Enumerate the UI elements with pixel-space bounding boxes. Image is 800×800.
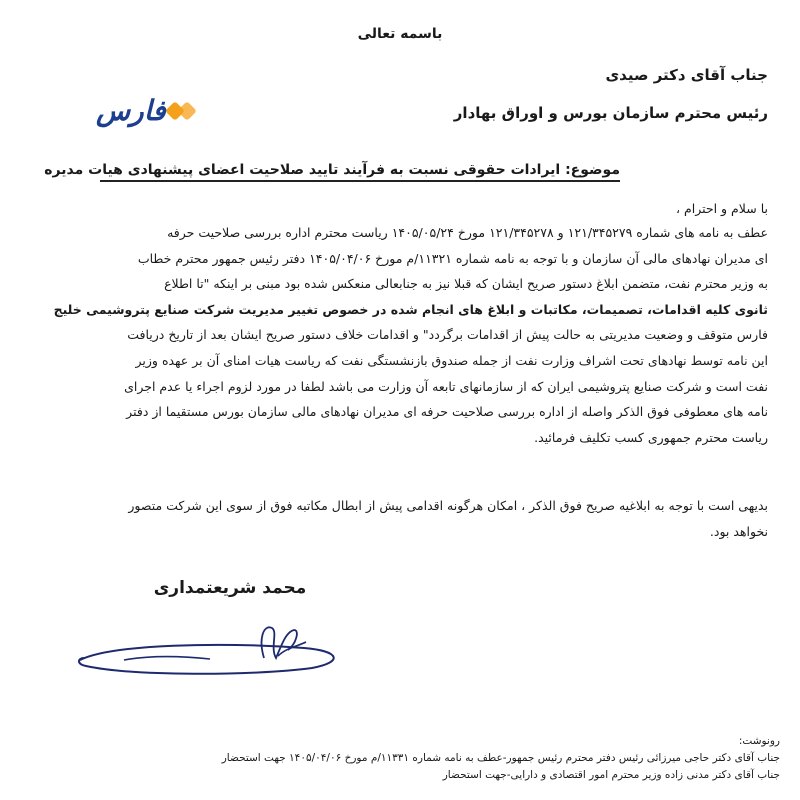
signer-name: محمد شریعتمداری [153, 578, 307, 598]
paragraph-line: نامه های معطوفی فوق الذکر واصله از اداره بررسی صلاحیت حرفه ای مدیران نهادهای مالی سازمان بورس مستقیما از دفتر [126, 404, 768, 420]
signature-icon [72, 618, 372, 698]
cc-line: جناب آقای دکتر مدنی زاده وزیر محترم امور اقتصادی و دارایی-جهت استحضار [442, 769, 780, 781]
paragraph-line: نفت است و شرکت صنایع پتروشیمی ایران که از سازمانهای تابعه آن وزارت می باشد لطفا در مورد لزوم اجراء یا عدم اجرای [124, 378, 768, 394]
cc-title: رونوشت: [738, 735, 780, 747]
cc-line: جناب آقای دکتر حاجی میرزائی رئیس دفتر محترم رئیس جمهور-عطف به نامه شماره ۱۱۳۳۱/م مورخ ۱۴۰۵/۰۴/۰۶ جهت استحضار [221, 752, 780, 764]
fars-logo [96, 92, 208, 132]
paragraph-line-bold: ثانوی کلیه اقدامات، تصمیمات، مکاتبات و ابلاغ های انجام شده در خصوص تغییر مدیریت شرکت صنایع پتروشیمی خلیج [53, 301, 768, 317]
letter-greeting: با سلام و احترام ، [675, 201, 768, 216]
addressee-title: رئیس محترم سازمان بورس و اوراق بهادار [453, 104, 768, 122]
fars-logo-icon [166, 94, 202, 128]
letter-paragraph-1 [26, 220, 768, 450]
letter-subject: موضوع: ایرادات حقوقی نسبت به فرآیند تایید صلاحیت اعضای پیشنهادی هیات مدیره [100, 162, 620, 182]
letter-paragraph-2 [26, 493, 768, 544]
paragraph-line: ای مدیران نهادهای مالی آن سازمان و با توجه به نامه شماره ۱۱۳۲۱/م مورخ ۱۴۰۵/۰۴/۰۶ دفتر رئیس جمهور محترم خطاب [137, 250, 768, 266]
paragraph-line: این نامه توسط نهادهای تحت اشراف وزارت نفت از جمله صندوق بازنشستگی نفت که ریاست هیات امنای آن بر عهده وزیر [135, 352, 768, 368]
fars-logo-text: فارس [96, 94, 166, 127]
paragraph-line: فارس متوقف و وضعیت مدیریتی به حالت پیش از اقدامات برگردد" و اقدامات خلاف دستور صریح ایشان بعد از تاریخ دریافت [127, 327, 768, 343]
paragraph-line: به وزیر محترم نفت، متضمن ابلاغ دستور صریح ایشان که قبلا نیز به جنابعالی منعکس شده بود مبنی بر اینکه "تا اطلاع [164, 276, 768, 292]
bismillah-heading: باسمه تعالی [357, 26, 443, 42]
paragraph-line: ریاست محترم جمهوری کسب تکلیف فرمائید. [534, 429, 768, 445]
addressee-name: جناب آقای دکتر صیدی [605, 66, 768, 84]
paragraph-line: عطف به نامه های شماره ۱۲۱/۳۴۵۲۷۹ و ۱۲۱/۳۴۵۲۷۸ مورخ ۱۴۰۵/۰۵/۲۴ ریاست محترم اداره بررسی صلاحیت حرفه [167, 225, 768, 240]
paragraph-line: نخواهد بود. [709, 523, 768, 539]
copy-recipients [20, 733, 780, 784]
paragraph-line: بدیهی است با توجه به ابلاغیه صریح فوق الذکر ، امکان هرگونه اقدامی پیش از ابطال مکاتبه فوق از سوی این شرکت متصور [128, 498, 768, 513]
